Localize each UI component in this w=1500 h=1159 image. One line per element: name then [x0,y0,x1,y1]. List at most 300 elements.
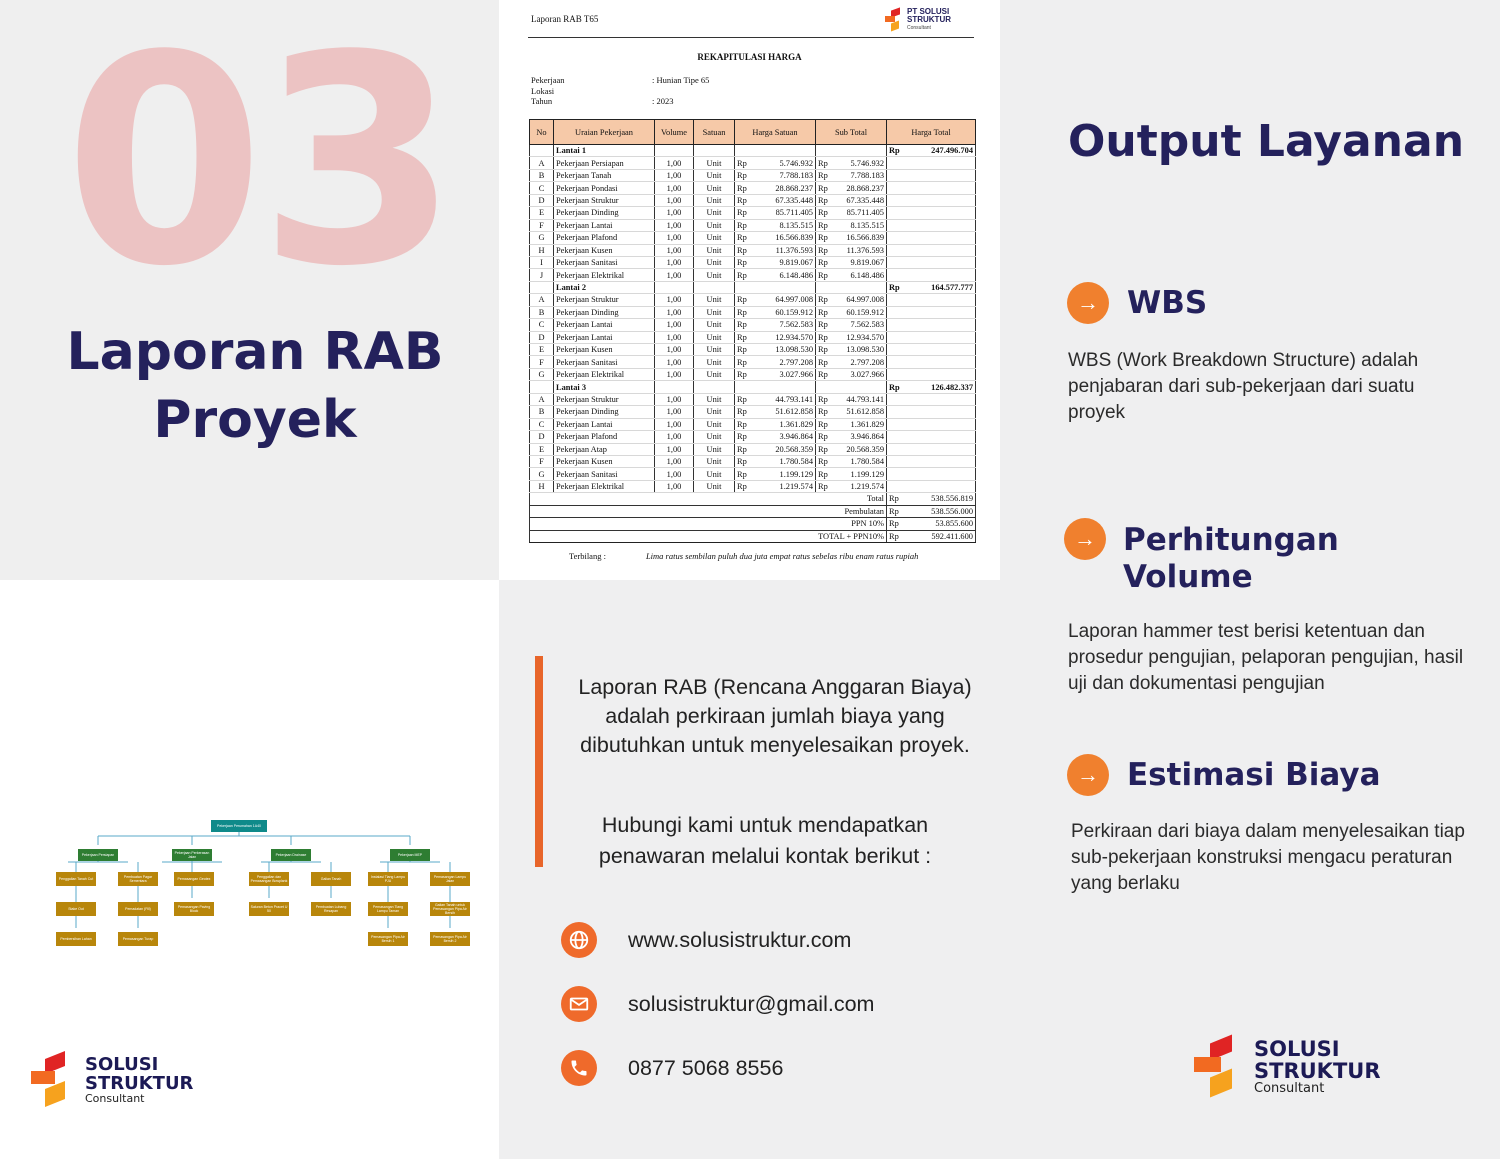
amount-value: 20.568.359 [846,444,884,454]
table-cell [887,455,976,467]
currency-label: Rp [737,320,747,330]
table-cell [735,319,816,331]
service-title-wbs: WBS [1127,285,1208,321]
table-cell [816,418,887,430]
table-row [530,480,976,492]
hero-title [0,318,510,454]
summary-row [530,505,976,517]
table-cell [816,306,887,318]
section-row [530,281,976,293]
currency-label: Rp [737,307,747,317]
amount-value: 11.376.593 [846,245,884,255]
wbs-group-node: Pekerjaan Persiapan [78,849,118,861]
table-cell: PPN 10% [530,518,887,530]
table-cell [816,393,887,405]
table-cell [735,368,816,380]
wbs-child-node: Pemasangan Pipa Air Bersih 2 [430,932,470,946]
amount-value: 60.159.912 [846,307,884,317]
arrow-right-icon: → [1067,754,1109,796]
table-cell: Unit [694,169,735,181]
amount-value: 85.711.405 [846,208,884,218]
amount-value: 1.199.129 [779,469,813,479]
column-header: Volume [655,120,694,145]
table-cell [887,356,976,368]
table-cell [735,169,816,181]
amount-value: 12.934.570 [775,332,813,342]
doc-divider [528,37,974,38]
wbs-child-node: Pemasangan Geotex [174,872,214,886]
currency-label: Rp [889,146,900,156]
currency-label: Rp [818,171,828,181]
doc-meta [531,75,709,107]
table-cell: 1,00 [655,368,694,380]
table-cell: 1,00 [655,269,694,281]
currency-label: Rp [737,183,747,193]
table-cell: E [530,207,554,219]
globe-icon [561,922,597,958]
table-cell: Pekerjaan Persiapan [554,157,655,169]
table-cell [816,232,887,244]
table-cell [887,393,976,405]
table-cell: Pekerjaan Sanitasi [554,256,655,268]
amount-value: 9.819.067 [779,258,813,268]
amount-value: 3.946.864 [779,432,813,442]
table-cell: Pekerjaan Struktur [554,294,655,306]
doc-title: REKAPITULASI HARGA [697,52,802,62]
table-cell [887,443,976,455]
currency-label: Rp [818,332,828,342]
table-cell: A [530,393,554,405]
table-row [530,331,976,343]
currency-label: Rp [818,444,828,454]
table-cell: 1,00 [655,418,694,430]
table-cell [530,145,554,157]
table-cell: Pekerjaan Lantai [554,219,655,231]
table-cell [816,219,887,231]
amount-value: 51.612.858 [775,407,813,417]
wbs-child-node: Saluran Beton Pracet U 50 [249,902,289,916]
currency-label: Rp [818,307,828,317]
table-cell: Pekerjaan Kusen [554,344,655,356]
table-cell [735,431,816,443]
currency-label: Rp [818,220,828,230]
doc-logo [885,8,951,32]
wbs-child-node: Pemasangan Turap [118,932,158,946]
table-row [530,393,976,405]
service-desc-volume: Laporan hammer test berisi ketentuan dan prosedur pengujian, pelaporan pengujian, hasil uji dan dokumentasi pengujian [1068,621,1464,694]
section-row [530,145,976,157]
table-cell: G [530,468,554,480]
doc-header-title: Laporan RAB T65 [531,14,599,24]
amount-value: 8.135.515 [850,220,884,230]
meta-key: Lokasi [531,85,555,96]
table-row [530,182,976,194]
currency-label: Rp [818,357,828,367]
wbs-child-node: Penggalian dan Pemasangan Bowplank [249,872,289,886]
currency-label: Rp [818,258,828,268]
table-cell [887,207,976,219]
brand-line-3: Consultant [85,1092,145,1105]
amount-value: 11.376.593 [775,245,813,255]
currency-label: Rp [737,345,747,355]
table-cell: 1,00 [655,157,694,169]
website-link[interactable]: www.solusistruktur.com [628,927,852,952]
table-cell [887,331,976,343]
currency-label: Rp [818,195,828,205]
amount-value: 44.793.141 [846,394,884,404]
phone-link[interactable]: 0877 5068 8556 [628,1055,784,1080]
doc-meta-row [531,75,709,86]
wbs-group-node: Pekerjaan Perkerasan Jalan [172,849,212,861]
currency-label: Rp [737,419,747,429]
table-row [530,306,976,318]
table-cell: Pekerjaan Lantai [554,418,655,430]
table-cell [887,256,976,268]
amount-value: 5.746.932 [850,158,884,168]
currency-label: Rp [737,394,747,404]
contact-phone[interactable] [561,1050,783,1086]
doc-logo-line-1: PT SOLUSI [907,7,950,16]
amount-value: 67.335.448 [846,195,884,205]
table-cell: Unit [694,356,735,368]
table-cell [816,256,887,268]
currency-label: Rp [818,370,828,380]
wbs-child-node: Pemasangan Pipa Air Bersih 1 [368,932,408,946]
table-cell [816,281,887,293]
amount-value: 64.997.008 [846,295,884,305]
table-cell [816,331,887,343]
amount-value: 7.562.583 [850,320,884,330]
table-cell: 1,00 [655,393,694,405]
brand-line-1: SOLUSI [85,1054,159,1075]
wbs-root-node: Pekerjaan Perumahan 1A40 [211,820,267,832]
table-cell: Total [530,493,887,505]
section-number: 03 [64,0,453,329]
table-cell: 1,00 [655,468,694,480]
table-cell: 1,00 [655,294,694,306]
table-cell [887,319,976,331]
table-cell: Unit [694,182,735,194]
table-cell [887,468,976,480]
table-cell [887,505,976,517]
table-cell [694,145,735,157]
table-cell [735,244,816,256]
table-cell [735,393,816,405]
table-cell [655,281,694,293]
table-cell: Pekerjaan Kusen [554,455,655,467]
amount-value: 8.135.515 [779,220,813,230]
table-cell: 1,00 [655,219,694,231]
summary-value: 538.556.819 [931,494,973,504]
arrow-right-icon: → [1064,518,1106,560]
accent-bar [535,656,543,867]
table-cell: Unit [694,157,735,169]
brand-mark-icon [31,1055,75,1105]
table-cell: Pekerjaan Pondasi [554,182,655,194]
table-cell: 1,00 [655,480,694,492]
table-cell [887,194,976,206]
amount-value: 3.027.966 [850,370,884,380]
table-cell: G [530,232,554,244]
wbs-child-node: Pemasangan Paving Block [174,902,214,916]
table-cell: E [530,443,554,455]
table-cell: 1,00 [655,331,694,343]
table-cell [735,468,816,480]
table-cell: 1,00 [655,431,694,443]
arrow-right-icon: → [1067,282,1109,324]
section-total: 126.482.337 [931,382,973,392]
table-cell [735,344,816,356]
brand-logo-right [1194,1038,1381,1096]
wbs-child-node: Penggalian Tanah Cut [56,872,96,886]
table-cell [816,169,887,181]
table-cell [735,157,816,169]
wbs-group-node: Pekerjaan Drainase [271,849,311,861]
wbs-group-node: Pekerjaan MEP [390,849,430,861]
wbs-child-node: Pemasangan Lampu Jalan [430,872,470,886]
table-cell: 1,00 [655,194,694,206]
table-cell [816,194,887,206]
service-title-volume: Perhitungan Volume [1123,522,1339,595]
table-cell: Unit [694,418,735,430]
table-cell [816,344,887,356]
table-row [530,244,976,256]
table-cell: Pekerjaan Dinding [554,207,655,219]
table-cell [887,169,976,181]
table-cell: Unit [694,294,735,306]
amount-value: 6.148.486 [779,270,813,280]
table-row [530,468,976,480]
column-header: Satuan [694,120,735,145]
amount-value: 67.335.448 [775,195,813,205]
terbilang-label: Terbilang : [569,551,606,561]
section-row [530,381,976,393]
table-cell: F [530,455,554,467]
hero-title-line-2: Proyek [153,390,357,450]
wbs-child-node: Galian Tanah [311,872,351,886]
table-cell: Unit [694,331,735,343]
summary-row [530,493,976,505]
table-cell: D [530,331,554,343]
table-cell: Pekerjaan Plafond [554,232,655,244]
table-cell [816,356,887,368]
table-cell: Pekerjaan Lantai [554,331,655,343]
amount-value: 3.027.966 [779,370,813,380]
table-cell [887,269,976,281]
currency-label: Rp [818,482,828,492]
table-cell [735,294,816,306]
table-cell [816,145,887,157]
table-row [530,169,976,181]
table-row [530,443,976,455]
amount-value: 28.868.237 [846,183,884,193]
table-cell: D [530,194,554,206]
table-cell: Unit [694,443,735,455]
table-cell: Unit [694,455,735,467]
table-cell [816,480,887,492]
table-cell [887,493,976,505]
table-cell: C [530,182,554,194]
table-cell: Pekerjaan Dinding [554,306,655,318]
table-cell: Pembulatan [530,505,887,517]
currency-label: Rp [737,457,747,467]
table-cell [735,194,816,206]
currency-label: Rp [818,469,828,479]
wbs-child-node: Pembersihan Lahan [56,932,96,946]
amount-value: 1.780.584 [850,457,884,467]
table-cell: F [530,356,554,368]
table-row [530,319,976,331]
table-cell [887,431,976,443]
table-cell: 1,00 [655,356,694,368]
table-cell [816,431,887,443]
table-cell: H [530,244,554,256]
table-cell: Pekerjaan Lantai [554,319,655,331]
table-cell [887,219,976,231]
meta-key: Tahun [531,96,553,106]
amount-value: 1.780.584 [779,457,813,467]
wbs-child-node: Stake Out [56,902,96,916]
currency-label: Rp [737,332,747,342]
table-body [530,145,976,543]
currency-label: Rp [818,345,828,355]
table-cell [816,468,887,480]
table-cell [735,306,816,318]
table-cell [887,306,976,318]
currency-label: Rp [737,195,747,205]
currency-label: Rp [889,283,900,293]
amount-value: 7.788.183 [850,171,884,181]
table-cell [887,294,976,306]
currency-label: Rp [818,270,828,280]
summary-value: 592.411.600 [931,531,973,541]
table-cell: Unit [694,480,735,492]
table-cell [816,182,887,194]
table-cell [735,281,816,293]
table-cell: Unit [694,368,735,380]
brand-line-1: SOLUSI [1254,1037,1340,1061]
table-cell: 1,00 [655,344,694,356]
table-row [530,207,976,219]
table-cell: 1,00 [655,443,694,455]
currency-label: Rp [818,295,828,305]
amount-value: 20.568.359 [775,444,813,454]
amount-value: 13.098.530 [775,345,813,355]
table-cell [735,219,816,231]
summary-value: 538.556.000 [931,506,973,516]
amount-value: 13.098.530 [846,345,884,355]
table-cell: H [530,480,554,492]
table-cell [816,157,887,169]
column-header: Harga Total [887,120,976,145]
amount-value: 2.797.208 [779,357,813,367]
table-cell: Unit [694,431,735,443]
table-cell: Pekerjaan Plafond [554,431,655,443]
table-cell: B [530,306,554,318]
phone-icon [561,1050,597,1086]
table-row [530,455,976,467]
table-cell: Pekerjaan Sanitasi [554,356,655,368]
table-cell: Pekerjaan Dinding [554,406,655,418]
table-cell [887,406,976,418]
table-cell [530,281,554,293]
table-cell [816,319,887,331]
summary-value: 53.855.600 [935,519,973,529]
rab-document-preview [499,0,1000,580]
table-cell: Pekerjaan Elektrikal [554,368,655,380]
currency-label: Rp [737,245,747,255]
table-cell [887,518,976,530]
table-cell: 1,00 [655,256,694,268]
table-cell [887,157,976,169]
table-cell [887,244,976,256]
table-cell: J [530,269,554,281]
wbs-child-node: Galian Tanah untuk Pemasangan Pipa Air Bersih [430,902,470,916]
amount-value: 1.361.829 [850,419,884,429]
currency-label: Rp [818,233,828,243]
table-cell [735,406,816,418]
table-cell [887,381,976,393]
column-header: Sub Total [816,120,887,145]
table-cell [530,381,554,393]
amount-value: 44.793.141 [775,394,813,404]
table-cell: Unit [694,194,735,206]
summary-row [530,530,976,542]
currency-label: Rp [737,407,747,417]
contact-email[interactable] [561,986,874,1022]
table-cell [816,406,887,418]
table-cell: B [530,406,554,418]
table-cell: E [530,344,554,356]
currency-label: Rp [889,519,899,529]
wbs-child-node: Pembuatan Lubang Resapan [311,902,351,916]
contact-website[interactable] [561,922,851,958]
table-row [530,269,976,281]
column-header: No [530,120,554,145]
currency-label: Rp [889,382,900,392]
table-cell [887,418,976,430]
table-row [530,219,976,231]
amount-value: 12.934.570 [846,332,884,342]
amount-value: 3.946.864 [850,432,884,442]
amount-value: 1.199.129 [850,469,884,479]
currency-label: Rp [818,208,828,218]
table-cell [887,368,976,380]
table-cell: Pekerjaan Atap [554,443,655,455]
table-cell: Unit [694,306,735,318]
amount-value: 2.797.208 [850,357,884,367]
service-desc-wbs: WBS (Work Breakdown Structure) adalah penjabaran dari sub-pekerjaan dari suatu proyek [1068,350,1419,423]
table-cell [655,145,694,157]
table-cell [735,455,816,467]
table-cell: C [530,418,554,430]
table-row [530,194,976,206]
table-cell: Pekerjaan Struktur [554,393,655,405]
table-cell [816,381,887,393]
currency-label: Rp [818,394,828,404]
amount-value: 1.219.574 [850,482,884,492]
wbs-child-node: Instalasi Tiang Lampu PJU [368,872,408,886]
email-link[interactable]: solusistruktur@gmail.com [628,991,875,1016]
amount-value: 60.159.912 [775,307,813,317]
amount-value: 51.612.858 [846,407,884,417]
table-cell [816,244,887,256]
service-title-estimasi: Estimasi Biaya [1127,757,1381,793]
table-cell [887,182,976,194]
amount-value: 64.997.008 [775,295,813,305]
currency-label: Rp [737,270,747,280]
currency-label: Rp [889,506,899,516]
